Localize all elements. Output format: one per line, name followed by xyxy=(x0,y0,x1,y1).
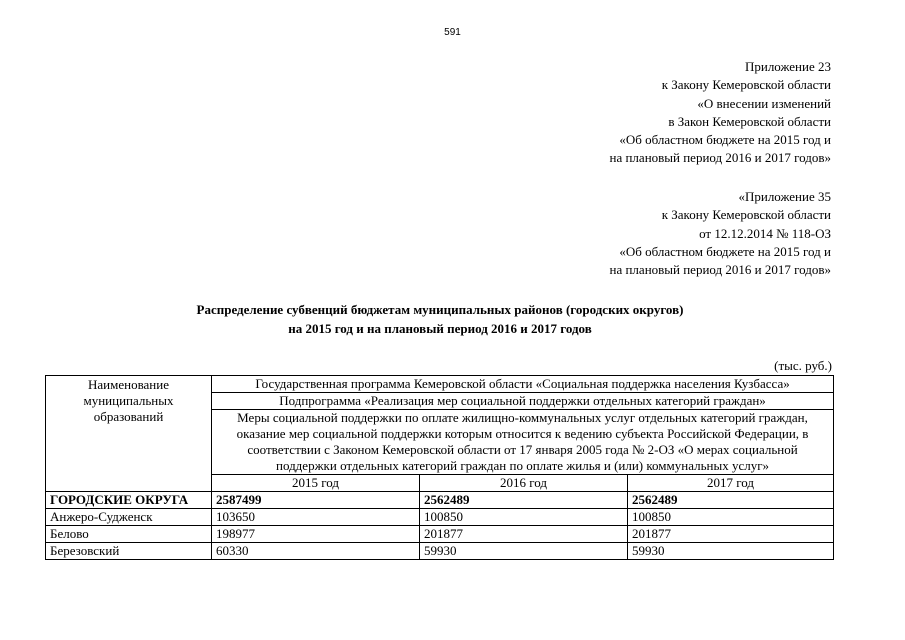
value-2016: 2562489 xyxy=(420,492,628,509)
unit-label: (тыс. руб.) xyxy=(774,358,832,373)
value-2017: 201877 xyxy=(628,526,834,543)
appendix-line: к Закону Кемеровской области xyxy=(661,207,831,223)
year-header: 2017 год xyxy=(628,475,834,492)
table-header-row xyxy=(46,376,834,393)
title-line-2: на 2015 год и на плановый период 2016 и 2017 годов xyxy=(288,321,592,336)
appendix-line: «Приложение 35 xyxy=(738,189,831,204)
value-2015: 60330 xyxy=(212,543,420,560)
page-number: 591 xyxy=(444,27,461,38)
appendix-line: от 12.12.2014 № 118-ОЗ xyxy=(699,225,831,241)
appendix-line: «Об областном бюджете на 2015 год и xyxy=(619,132,831,148)
appendix-line: в Закон Кемеровской области xyxy=(668,113,831,129)
row-name: Анжеро-Судженск xyxy=(46,509,212,526)
row-name: ГОРОДСКИЕ ОКРУГА xyxy=(46,492,212,509)
subprogram-header: Подпрограмма «Реализация мер социальной поддержки отдельных категорий граждан» xyxy=(212,393,834,410)
table-row xyxy=(46,492,834,509)
year-header: 2016 год xyxy=(420,475,628,492)
value-2015: 103650 xyxy=(212,509,420,526)
appendix-line: Приложение 23 xyxy=(744,59,831,74)
appendix-line: на плановый период 2016 и 2017 годов» xyxy=(609,150,831,166)
value-2017: 2562489 xyxy=(628,492,834,509)
appendix-line: «О внесении изменений xyxy=(697,95,831,111)
appendix-23-header xyxy=(610,58,832,168)
subvention-table xyxy=(45,375,834,560)
appendix-line: на плановый период 2016 и 2017 годов» xyxy=(609,262,831,278)
value-2015: 2587499 xyxy=(212,492,420,509)
value-2017: 59930 xyxy=(628,543,834,560)
value-2016: 59930 xyxy=(420,543,628,560)
document-title xyxy=(0,300,880,338)
table-row xyxy=(46,526,834,543)
table-row xyxy=(46,509,834,526)
title-line-1: Распределение субвенций бюджетам муниципальных районов (городских округов) xyxy=(196,302,684,317)
row-name: Белово xyxy=(46,526,212,543)
program-header: Государственная программа Кемеровской области «Социальная поддержка населения Кузбасса» xyxy=(212,376,834,393)
value-2015: 198977 xyxy=(212,526,420,543)
name-column-header: Наименование муниципальных образований xyxy=(46,376,212,492)
measure-header: Меры социальной поддержки по оплате жилищно-коммунальных услуг отдельных категорий граждан, оказание мер социальной поддержки которым относится к ведению субъекта Российской Федерации, в соответствии с Законом Кемеровской области от 17 января 2005 года № 2-ОЗ «О мерах социальной поддержки отдельных категорий граждан по оплате жилья и (или) коммунальных услуг» xyxy=(212,410,834,475)
value-2016: 100850 xyxy=(420,509,628,526)
year-header: 2015 год xyxy=(212,475,420,492)
appendix-line: «Об областном бюджете на 2015 год и xyxy=(619,243,831,259)
appendix-35-header xyxy=(610,188,832,279)
value-2017: 100850 xyxy=(628,509,834,526)
value-2016: 201877 xyxy=(420,526,628,543)
table-row xyxy=(46,543,834,560)
appendix-line: к Закону Кемеровской области xyxy=(661,77,831,93)
row-name: Березовский xyxy=(46,543,212,560)
